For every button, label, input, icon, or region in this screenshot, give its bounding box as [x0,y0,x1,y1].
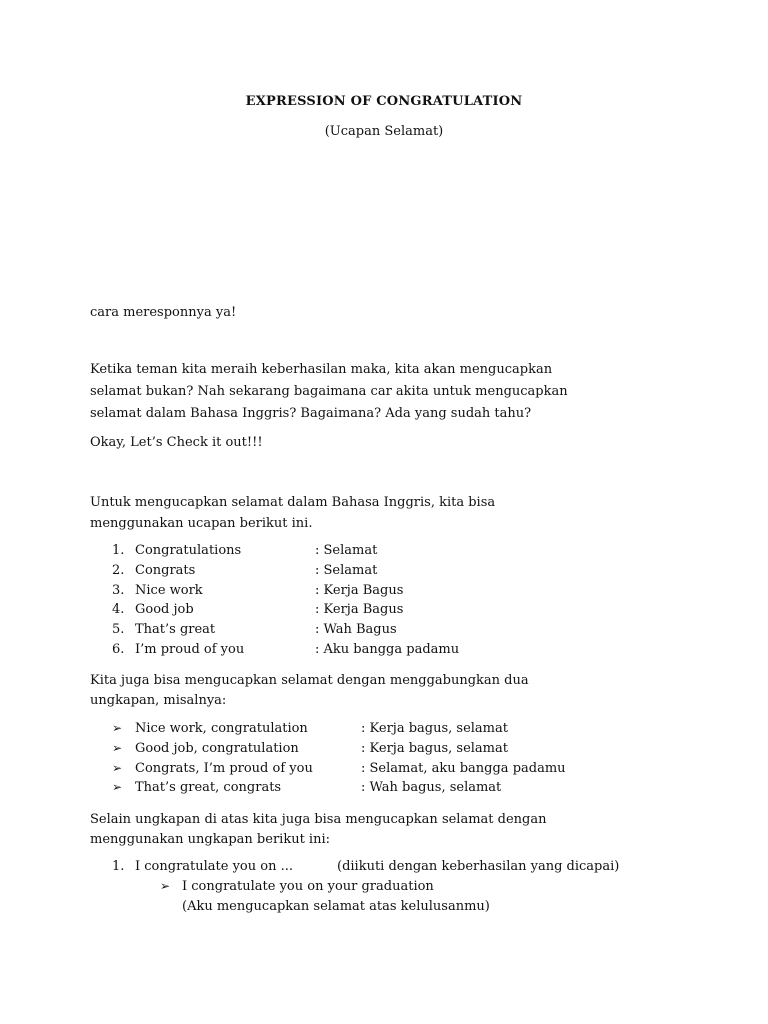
arrow-bullet-icon: ➢ [112,780,123,794]
expression-english: Congratulations [135,543,242,558]
page-title: EXPRESSION OF CONGRATULATION [245,94,523,109]
list-number: 6. [112,642,125,657]
list-item [0,741,768,761]
list-item [0,642,768,662]
intro-line-1: Ketika teman kita meraih keberhasilan maka, kita akan mengucapkan [90,362,553,377]
list-item [0,721,768,741]
para3-line-1: Kita juga bisa mengucapkan selamat dengan menggabungkan dua [90,673,529,688]
page-subtitle: (Ucapan Selamat) [324,124,444,139]
list-item [0,761,768,781]
pattern-note: (diikuti dengan keberhasilan yang dicapai) [337,859,620,874]
expression-translation: : Wah bagus, selamat [361,780,502,795]
expression-english: Congrats, I’m proud of you [135,761,313,776]
expression-translation: : Wah Bagus [315,622,397,637]
list-item [0,563,768,583]
expression-translation: : Aku bangga padamu [315,642,460,657]
expression-english: Nice work, congratulation [135,721,308,736]
intro-line-2: selamat bukan? Nah sekarang bagaimana car akita untuk mengucapkan [90,384,568,399]
list-item [0,583,768,603]
list-item [0,879,768,899]
list-number: 1. [112,859,125,874]
list-item [0,602,768,622]
expression-translation: : Selamat [315,543,378,558]
list-number: 4. [112,602,125,617]
para2-line-1: Untuk mengucapkan selamat dalam Bahasa Inggris, kita bisa [90,495,496,510]
list-item [0,859,768,879]
expression-english: I’m proud of you [135,642,245,657]
intro-line-3: selamat dalam Bahasa Inggris? Bagaimana? Ada yang sudah tahu? [90,406,532,421]
example-translation: (Aku mengucapkan selamat atas kelulusanmu) [182,899,490,914]
pattern-text: I congratulate you on ... [135,859,293,874]
para4-line-2: menggunakan ungkapan berikut ini: [90,832,330,847]
list-number: 5. [112,622,125,637]
expression-english: Good job, congratulation [135,741,299,756]
arrow-bullet-icon: ➢ [160,879,171,893]
list-item [0,899,768,919]
list-item [0,622,768,642]
para3-line-2: ungkapan, misalnya: [90,693,227,708]
arrow-bullet-icon: ➢ [112,741,123,755]
expression-english: That’s great [135,622,216,637]
arrow-bullet-icon: ➢ [112,761,123,775]
expression-translation: : Kerja Bagus [315,583,404,598]
example-text: I congratulate you on your graduation [182,879,434,894]
list-number: 3. [112,583,125,598]
list-number: 2. [112,563,125,578]
expression-english: Good job [135,602,194,617]
list-item [0,780,768,800]
expression-translation: : Selamat [315,563,378,578]
expression-translation: : Kerja bagus, selamat [361,741,508,756]
para2-line-2: menggunakan ucapan berikut ini. [90,516,313,531]
list-number: 1. [112,543,125,558]
expression-english: Congrats [135,563,196,578]
check-it-out-text: Okay, Let’s Check it out!!! [90,435,263,450]
arrow-bullet-icon: ➢ [112,721,123,735]
expression-english: Nice work [135,583,203,598]
expression-translation: : Kerja Bagus [315,602,404,617]
fragment-text: cara meresponnya ya! [90,305,237,320]
list-item [0,543,768,563]
expression-translation: : Selamat, aku bangga padamu [361,761,566,776]
para4-line-1: Selain ungkapan di atas kita juga bisa mengucapkan selamat dengan [90,812,547,827]
expression-translation: : Kerja bagus, selamat [361,721,508,736]
expression-english: That’s great, congrats [135,780,282,795]
